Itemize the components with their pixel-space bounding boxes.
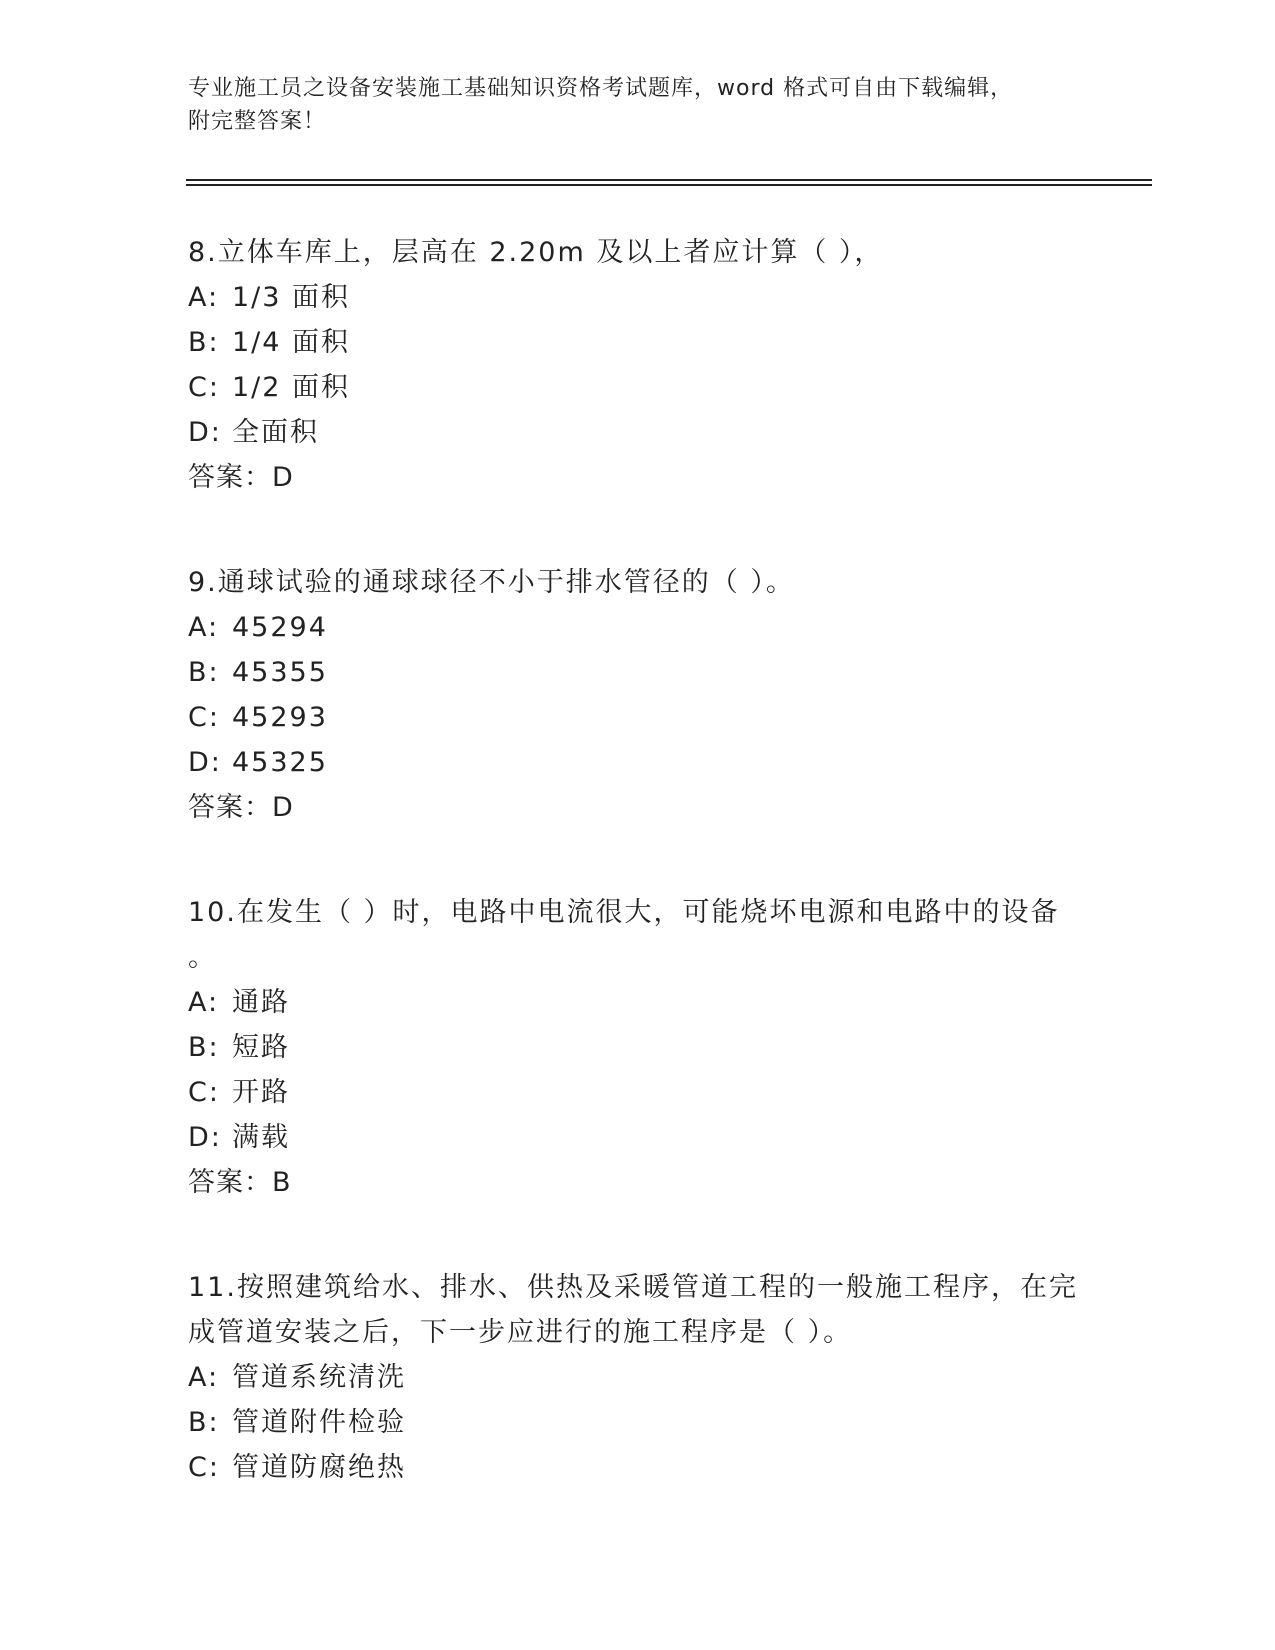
option-text: 1/2 面积 (232, 372, 351, 403)
option-d (188, 410, 1088, 455)
option-b (188, 1025, 1088, 1070)
answer-line: 答案：D (188, 792, 294, 823)
option-letter: C: (188, 702, 220, 733)
question-list (188, 230, 1088, 1550)
document-header (188, 72, 1068, 138)
option-letter: B: (188, 327, 220, 358)
question-stem-continued: 。 (188, 942, 217, 973)
option-a (188, 605, 1088, 650)
question-10 (188, 890, 1088, 1205)
option-text: 45355 (232, 657, 328, 688)
option-text: 通路 (232, 987, 290, 1018)
option-text: 45294 (232, 612, 328, 643)
option-letter: D: (188, 747, 222, 778)
header-line-2: 附完整答案！ (188, 109, 327, 134)
option-b (188, 1400, 1088, 1445)
option-text: 全面积 (232, 417, 319, 448)
option-c (188, 1070, 1088, 1115)
option-letter: D: (188, 1122, 222, 1153)
header-line-1: 专业施工员之设备安装施工基础知识资格考试题库，word 格式可自由下载编辑， (188, 76, 1014, 101)
answer-line: 答案：D (188, 462, 294, 493)
question-stem: 10.在发生（ ）时，电路中电流很大，可能烧坏电源和电路中的设备 (188, 897, 1060, 928)
option-text: 45325 (232, 747, 328, 778)
option-a (188, 275, 1088, 320)
option-text: 管道附件检验 (232, 1407, 406, 1438)
option-d (188, 740, 1088, 785)
answer-line: 答案：B (188, 1167, 292, 1198)
option-letter: A: (188, 1362, 220, 1393)
option-c (188, 695, 1088, 740)
option-text: 1/4 面积 (232, 327, 351, 358)
option-text: 管道防腐绝热 (232, 1452, 406, 1483)
option-text: 管道系统清洗 (232, 1362, 406, 1393)
option-text: 开路 (232, 1077, 290, 1108)
option-letter: B: (188, 1032, 220, 1063)
option-letter: A: (188, 987, 220, 1018)
option-text: 45293 (232, 702, 328, 733)
question-11 (188, 1265, 1088, 1490)
option-letter: B: (188, 1407, 220, 1438)
option-a (188, 980, 1088, 1025)
question-stem-continued: 成管道安装之后，下一步应进行的施工程序是（ ）。 (188, 1317, 853, 1348)
option-text: 短路 (232, 1032, 290, 1063)
option-letter: C: (188, 1452, 220, 1483)
option-letter: A: (188, 612, 220, 643)
option-letter: A: (188, 282, 220, 313)
question-8 (188, 230, 1088, 500)
question-stem: 8.立体车库上，层高在 2.20m 及以上者应计算（ ）， (188, 237, 884, 268)
option-b (188, 650, 1088, 695)
option-b (188, 320, 1088, 365)
option-letter: D: (188, 417, 222, 448)
question-stem: 11.按照建筑给水、排水、供热及采暖管道工程的一般施工程序，在完 (188, 1272, 1078, 1303)
question-stem: 9.通球试验的通球球径不小于排水管径的（ ）。 (188, 567, 795, 598)
option-text: 1/3 面积 (232, 282, 351, 313)
question-9 (188, 560, 1088, 830)
option-letter: B: (188, 657, 220, 688)
header-divider-top (186, 179, 1152, 181)
option-letter: C: (188, 372, 220, 403)
option-letter: C: (188, 1077, 220, 1108)
header-divider-bottom (186, 184, 1152, 186)
option-text: 满载 (232, 1122, 290, 1153)
option-c (188, 1445, 1088, 1490)
option-d (188, 1115, 1088, 1160)
option-c (188, 365, 1088, 410)
option-a (188, 1355, 1088, 1400)
